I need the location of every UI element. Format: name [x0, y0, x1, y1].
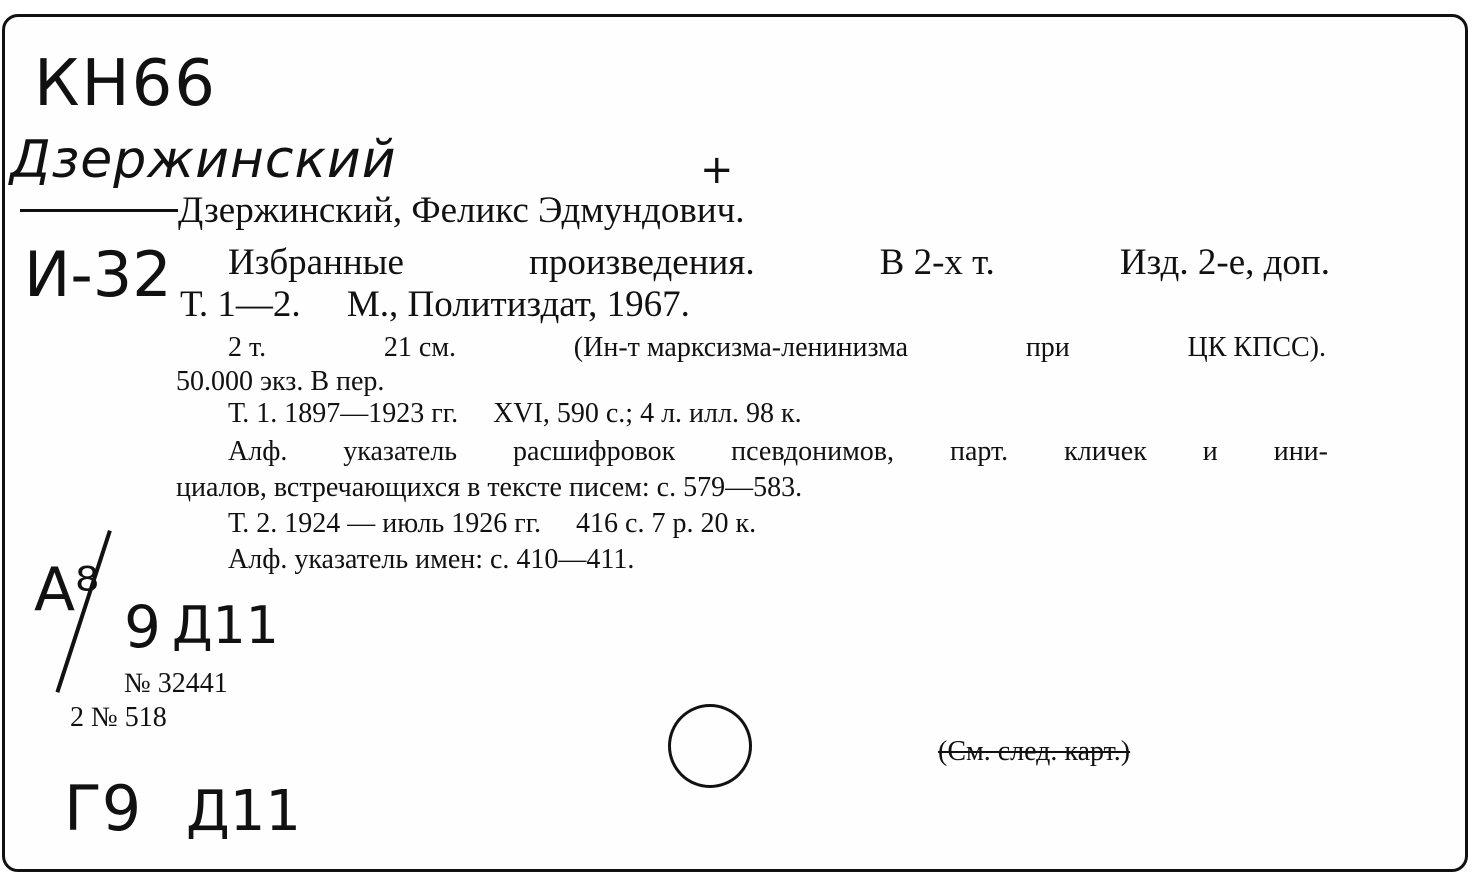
heading-name-handwritten: Дзержинский: [10, 130, 397, 190]
volume-1-note-line-2: циалов, встречающихся в тексте писем: с. 579—583.: [176, 472, 803, 503]
title-edition: Изд. 2-е, доп.: [1119, 242, 1330, 283]
description-series: (Ин-т марксизма-ленинизма: [573, 332, 909, 363]
second-number: 2 № 518: [70, 702, 167, 733]
description-volumes: 2 т.: [228, 332, 267, 363]
note-word-1: Алф.: [228, 436, 288, 467]
title-volumes: В 2-х т.: [879, 242, 995, 283]
description-series-b: при: [1025, 332, 1070, 363]
volume-1-note-line-1: [228, 438, 1328, 466]
author-mark-handwritten: И-32: [24, 238, 172, 311]
title-word-2: произведения.: [529, 242, 755, 283]
description-line-1: [228, 334, 1326, 362]
location-mark-b: 9: [124, 593, 161, 661]
note-word-4: псевдонимов,: [731, 436, 895, 467]
volume-2-note: Алф. указатель имен: с. 410—411.: [228, 544, 635, 575]
continuation-note: (См. след. карт.): [938, 736, 1131, 767]
title-word-1: Избранные: [228, 242, 404, 283]
location-mark-a: А⁸: [34, 555, 100, 625]
note-word-3: расшифровок: [513, 436, 676, 467]
heading-underline: [20, 209, 178, 212]
note-word-7: и: [1202, 436, 1218, 467]
card-punch-hole: [668, 704, 752, 788]
author-heading: Дзержинский, Феликс Эдмундович.: [178, 190, 745, 231]
note-word-8: ини-: [1273, 436, 1328, 467]
description-size: 21 см.: [383, 332, 457, 363]
note-word-6: кличек: [1064, 436, 1147, 467]
description-line-2: 50.000 экз. В пер.: [176, 366, 385, 397]
description-series-c: ЦК КПСС).: [1187, 332, 1326, 363]
inventory-number: № 32441: [124, 668, 228, 699]
title-line-1: [228, 244, 1330, 281]
title-line-2: Т. 1—2. М., Политиздат, 1967.: [180, 284, 690, 325]
volume-1-line: Т. 1. 1897—1923 гг. XVI, 590 с.; 4 л. илл. 98 к.: [228, 398, 802, 429]
plus-mark: +: [700, 147, 734, 193]
volume-2-line: Т. 2. 1924 — июль 1926 гг. 416 с. 7 р. 20 к.: [228, 508, 757, 539]
shelf-code-handwritten: КН66: [34, 47, 217, 121]
bottom-mark-a: Г9: [64, 772, 142, 845]
location-mark-c: Д11: [172, 596, 279, 656]
note-word-2: указатель: [343, 436, 458, 467]
note-word-5: парт.: [949, 436, 1009, 467]
bottom-mark-b: Д11: [186, 779, 302, 844]
